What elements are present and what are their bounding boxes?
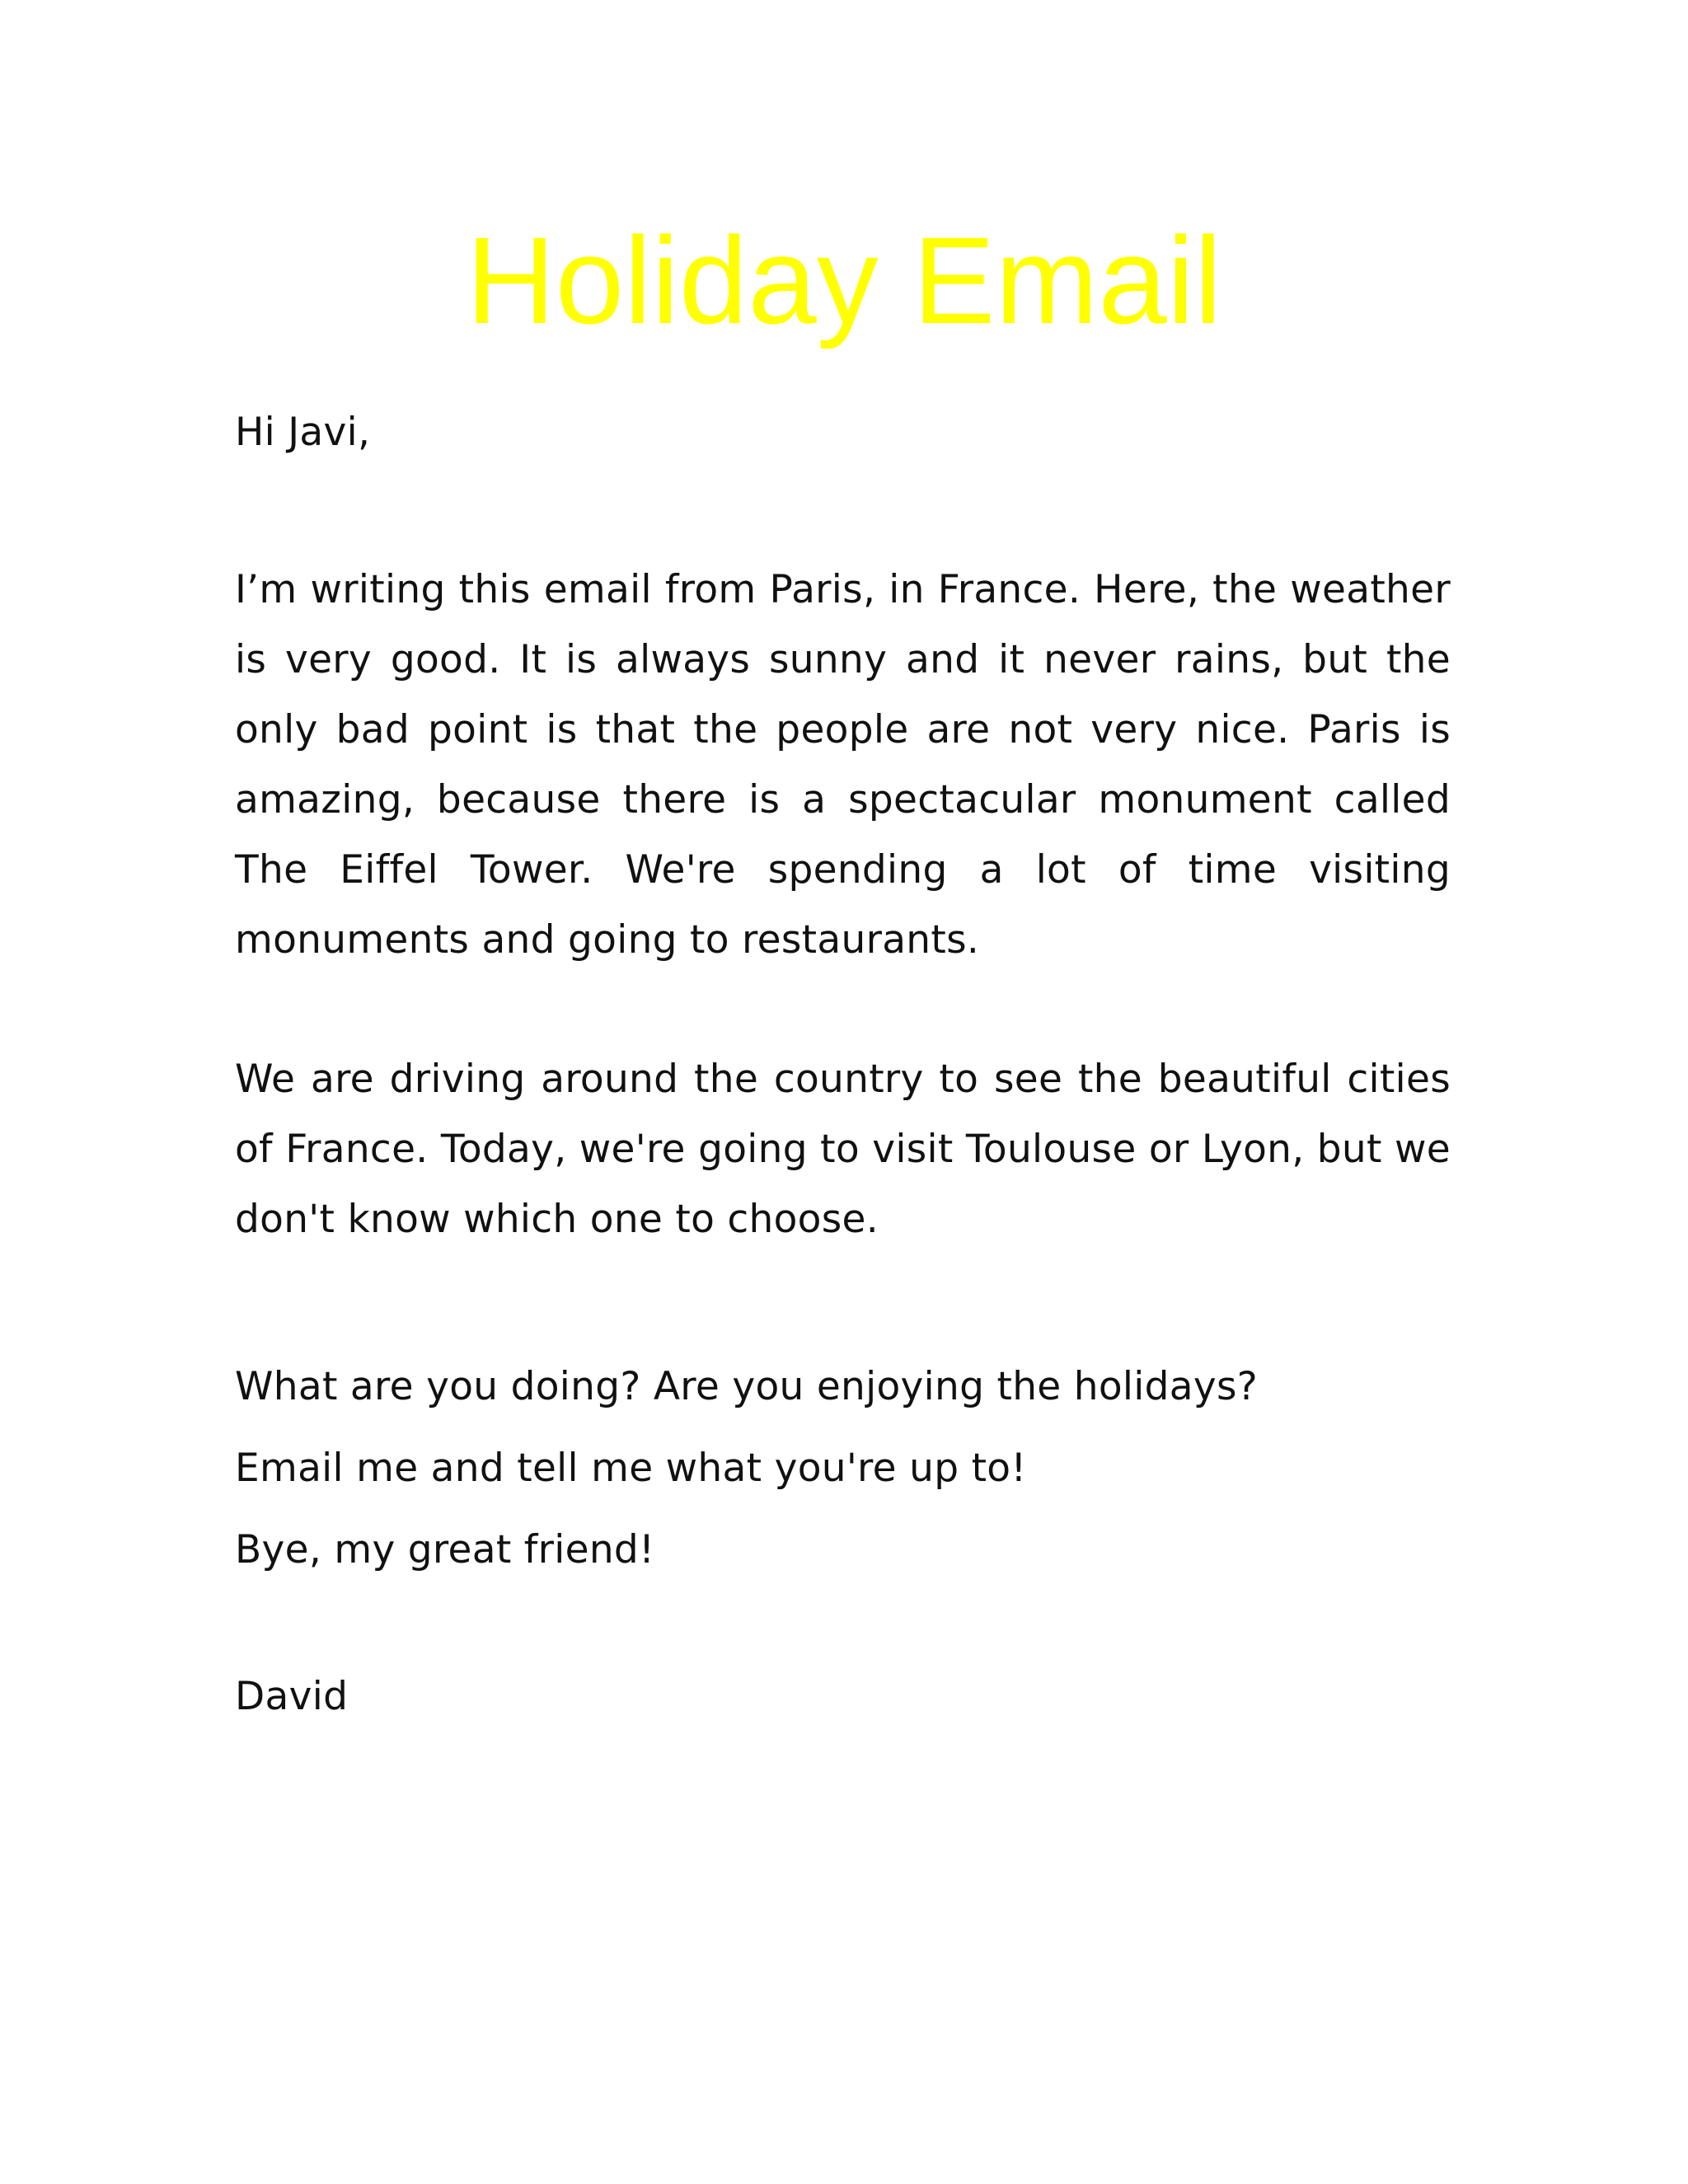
closing-line-farewell: Bye, my great friend! [235,1527,655,1572]
paragraph-driving: We are driving around the country to see the beautiful cities of France. Today, we're going to visit Toulouse or Lyon, but we don't know which one to choose. [235,1057,1451,1242]
closing-lines [235,1346,1451,1591]
paragraph-paris: I’m writing this email from Paris, in France. Here, the weather is very good. It is always sunny and it never rains, but the only bad point is that the people are not very nice. Paris is amazing, because there is a spectacular monument called The Eiffel Tower. We're spending a lot of time visiting monuments and going to restaurants. [235,567,1451,963]
email-title: Holiday Email [466,211,1222,349]
signature: David [235,1674,349,1719]
greeting: Hi Javi, [235,410,371,455]
closing-line-question: What are you doing? Are you enjoying the holidays? [235,1364,1258,1409]
closing-line-request: Email me and tell me what you're up to! [235,1446,1027,1491]
